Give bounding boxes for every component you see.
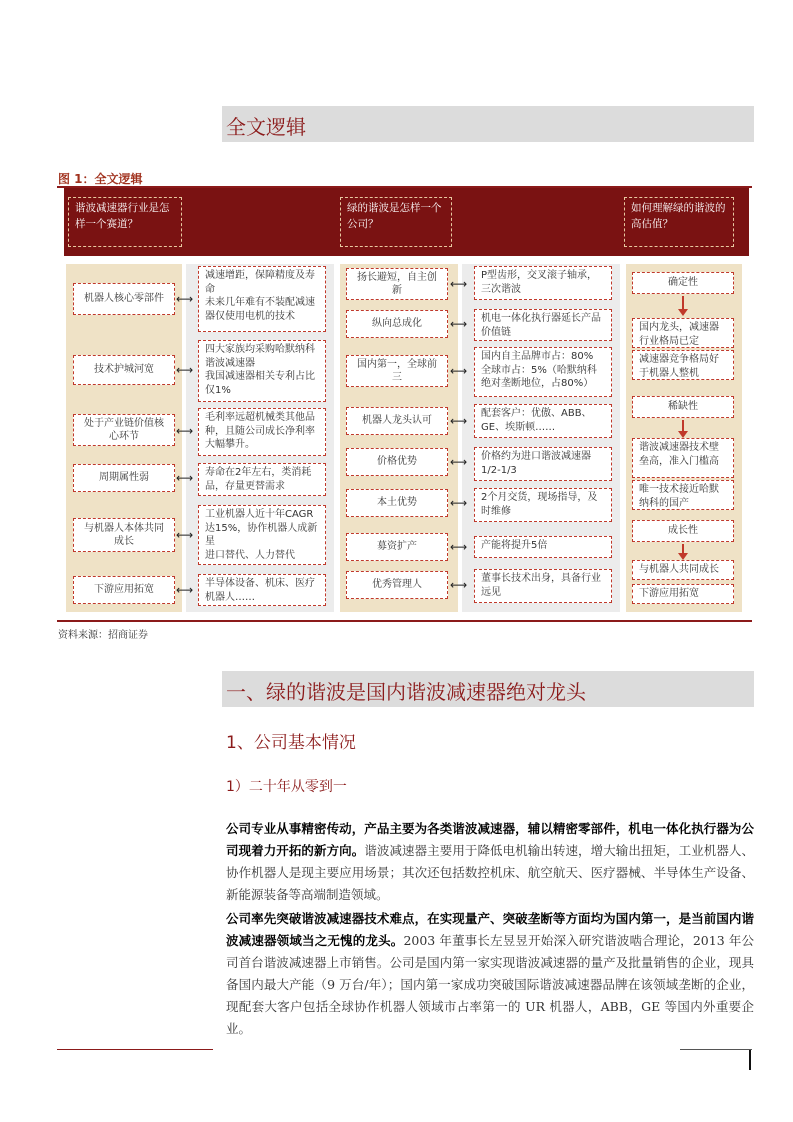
company-detail: 机电一体化执行器延长产品价值链: [474, 309, 612, 341]
chapter-title: 一、绿的谐波是国内谐波减速器绝对龙头: [226, 680, 586, 704]
double-arrow-icon: ⟷: [450, 277, 468, 291]
detail-line: 四大家族均采购哈默纳科谐波减速器: [205, 344, 315, 369]
detail-line: 进口替代、人力替代: [205, 549, 295, 561]
footer-rule-left: [57, 1049, 213, 1050]
valuation-detail: 与机器人共同成长: [632, 560, 734, 580]
industry-detail: [198, 266, 326, 332]
company-detail: P型齿形，交叉滚子轴承，三次谐波: [474, 266, 612, 300]
industry-detail: [198, 505, 326, 565]
industry-label: 机器人核心零部件: [73, 283, 175, 315]
valuation-detail: 谐波减速器技术壁垒高，准入门槛高: [632, 438, 734, 478]
figure-source: 资料来源：招商证券: [58, 630, 148, 641]
paragraph-2-body: 2003 年董事长左昱昱开始深入研究谐波啮合理论，2013 年公司首台谐波减速器上市销售。公司是国内第一家实现谐波减速器的量产及批量销售的企业，现具备国内最大产能（9 万台/年）；国内第一家成功突破国际谐波减速器品牌在该领域垄断的企业，现配套大客户包括全球协作机器人领域市占率第一的 UR 机器人，ABB，GE 等国内外重要企业。: [226, 933, 754, 1036]
double-arrow-icon: ⟷: [176, 363, 194, 377]
detail-line: 寿命在2年左右，类消耗品，存量更替需求: [205, 467, 312, 492]
subsection-title: 1、公司基本情况: [226, 733, 356, 753]
detail-line: 工业机器人近十年CAGR达15%，协作机器人成新星: [205, 509, 318, 547]
detail-line: 半导体设备、机床、医疗机器人……: [205, 578, 315, 603]
figure-label: 图 1：全文逻辑: [58, 172, 143, 186]
industry-detail: [198, 574, 326, 606]
question-industry: 谐波减速器行业是怎样一个赛道？: [68, 197, 182, 247]
double-arrow-icon: ⟷: [450, 455, 468, 469]
valuation-detail: 下游应用拓宽: [632, 584, 734, 604]
double-arrow-icon: ⟷: [450, 578, 468, 592]
down-arrow-icon: [682, 544, 684, 554]
company-detail: 董事长技术出身，具备行业远见: [474, 569, 612, 603]
paragraph-2: [226, 908, 754, 1040]
industry-label: 与机器人本体共同成长: [73, 518, 175, 552]
industry-label: 下游应用拓宽: [73, 576, 175, 604]
detail-line: 未来几年难有不装配减速器仅使用电机的技术: [205, 297, 315, 322]
double-arrow-icon: ⟷: [176, 292, 194, 306]
question-company: 绿的谐波是怎样一个公司？: [340, 197, 452, 247]
company-detail: 国内自主品牌市占：80% 全球市占：5%（哈默纳科绝对垄断地位，占80%）: [474, 347, 612, 397]
double-arrow-icon: ⟷: [450, 317, 468, 331]
down-arrow-icon: [682, 296, 684, 310]
figure-bottom-rule: [57, 620, 752, 622]
industry-detail: [198, 408, 326, 456]
question-valuation: 如何理解绿的谐波的高估值？: [624, 197, 734, 247]
page-marker: [749, 1050, 751, 1070]
company-detail: 价格约为进口谐波减速器1/2-1/3: [474, 447, 612, 481]
double-arrow-icon: ⟷: [176, 528, 194, 542]
double-arrow-icon: ⟷: [450, 540, 468, 554]
industry-detail: [198, 463, 326, 496]
company-label: 扬长避短，自主创新: [346, 268, 448, 300]
detail-line: 毛利率远超机械类其他品种，且随公司成长净利率大幅攀升。: [205, 412, 315, 450]
company-label: 优秀管理人: [346, 571, 448, 599]
paragraph-1: [226, 818, 754, 906]
valuation-header: 成长性: [632, 520, 734, 542]
double-arrow-icon: ⟷: [450, 414, 468, 428]
down-arrow-icon: [682, 420, 684, 432]
double-arrow-icon: ⟷: [450, 496, 468, 510]
valuation-detail: 国内龙头，减速器行业格局已定: [632, 318, 734, 348]
industry-label: 技术护城河宽: [73, 355, 175, 385]
paragraph-1-body: 谐波减速器主要用于降低电机输出转速，增大输出扭矩，工业机器人、协作机器人是现主要应用场景；其次还包括数控机床、航空航天、医疗器械、半导体生产设备、新能源装备等高端制造领域。: [226, 843, 754, 902]
company-label: 机器人龙头认可: [346, 407, 448, 435]
industry-detail: [198, 340, 326, 402]
valuation-header: 确定性: [632, 272, 734, 294]
company-label: 纵向总成化: [346, 310, 448, 338]
detail-line: 我国减速器相关专利占比仅1%: [205, 371, 315, 396]
company-label: 募资扩产: [346, 533, 448, 561]
paragraph-1-lead: 公司专业从事精密传动，产品主要为各类谐波减速器，辅以精密零部件，机电一体化执行器为公司现着力开拓的新方向。: [226, 821, 754, 858]
paragraph-2-lead: 公司率先突破谐波减速器技术难点，在实现量产、突破垄断等方面均为国内第一，是当前国内谐波减速器领域当之无愧的龙头。: [226, 911, 754, 948]
company-label: 本土优势: [346, 489, 448, 517]
company-label: 国内第一，全球前三: [346, 355, 448, 387]
double-arrow-icon: ⟷: [176, 424, 194, 438]
footer-rule-right: [680, 1049, 752, 1050]
company-detail: 2个月交货，现场指导，及时维修: [474, 488, 612, 522]
company-label: 价格优势: [346, 448, 448, 476]
section-heading-bar: [222, 106, 754, 142]
chapter-heading-bar: [222, 671, 754, 707]
detail-line: 减速增距，保障精度及寿命: [205, 270, 315, 295]
company-detail: 产能将提升5倍: [474, 536, 612, 558]
company-detail: 配套客户：优傲、ABB、GE、埃斯顿……: [474, 404, 612, 438]
double-arrow-icon: ⟷: [450, 364, 468, 378]
valuation-detail: 减速器竞争格局好于机器人整机: [632, 350, 734, 380]
valuation-detail: 唯一技术接近哈默纳科的国产: [632, 480, 734, 510]
industry-label: 周期属性弱: [73, 464, 175, 492]
double-arrow-icon: ⟷: [176, 583, 194, 597]
industry-label: 处于产业链价值核心环节: [73, 414, 175, 446]
section-title: 全文逻辑: [226, 115, 306, 139]
valuation-header: 稀缺性: [632, 396, 734, 418]
double-arrow-icon: ⟷: [176, 471, 194, 485]
subsubsection-title: 1）二十年从零到一: [226, 779, 347, 795]
